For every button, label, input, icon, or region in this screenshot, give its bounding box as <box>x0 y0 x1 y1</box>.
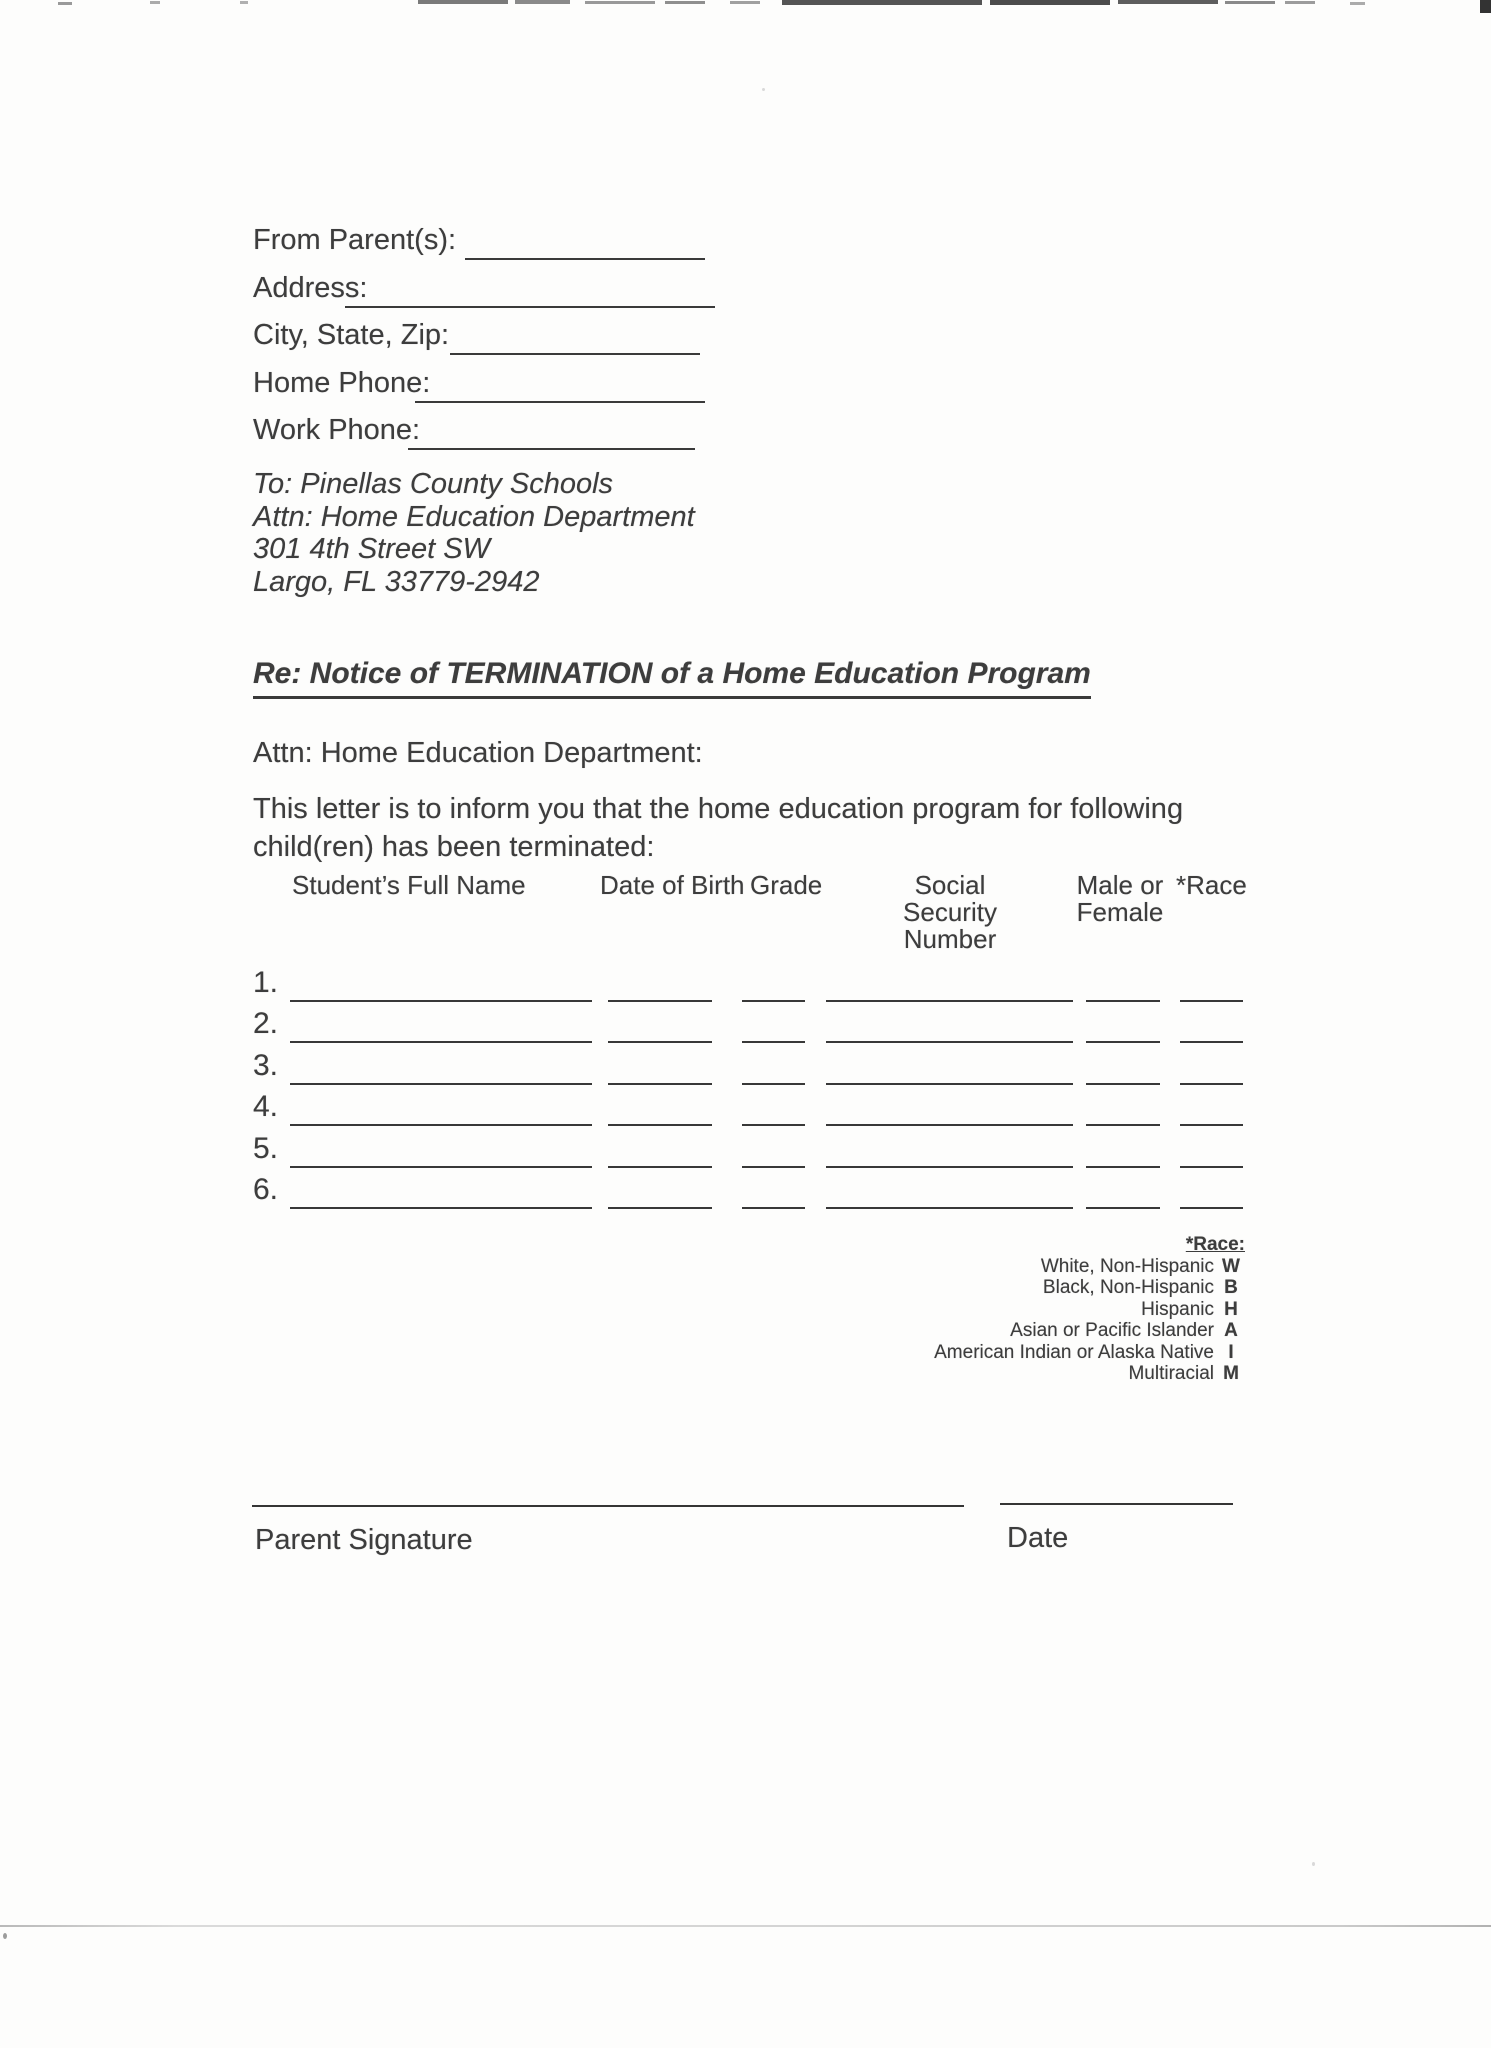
ssn-blank-line <box>826 1166 1073 1168</box>
ssn-blank-line <box>826 1041 1073 1043</box>
field-city-state-zip <box>253 317 853 365</box>
dob-blank-line <box>608 1124 712 1126</box>
sex-blank-line <box>1086 1041 1160 1043</box>
student-row <box>0 966 1491 1006</box>
scan-fold-line <box>0 1925 1491 1927</box>
field-from-parents <box>253 222 853 270</box>
student-row <box>0 1173 1491 1213</box>
ssn-blank-line <box>826 1000 1073 1002</box>
col-header-ssn: Social Security Number <box>903 870 997 954</box>
row-number: 6. <box>253 1173 279 1206</box>
race-code: B <box>1224 1277 1238 1298</box>
recipient-address <box>253 468 695 598</box>
city-state-zip-blank-line <box>450 353 700 355</box>
grade-blank-line <box>742 1124 805 1126</box>
salutation: Attn: Home Education Department: <box>253 737 703 769</box>
recipient-line: Attn: Home Education Department <box>253 500 695 533</box>
recipient-line: To: Pinellas County Schools <box>253 468 614 500</box>
student-row <box>0 1090 1491 1130</box>
race-label: Black, Non-Hispanic <box>1042 1277 1214 1298</box>
row-number: 5. <box>253 1132 279 1165</box>
race-legend-title: *Race: <box>1185 1234 1245 1255</box>
ssn-blank-line <box>826 1124 1073 1126</box>
field-label: Address: <box>253 271 368 304</box>
body-line: child(ren) has been terminated: <box>253 831 655 863</box>
home-phone-blank-line <box>415 401 705 403</box>
dob-blank-line <box>608 1207 712 1209</box>
address-blank-line <box>345 306 715 308</box>
dob-blank-line <box>608 1083 712 1085</box>
field-label: City, State, Zip: <box>253 319 450 351</box>
subject-line: Re: Notice of TERMINATION of a Home Education Program <box>253 657 1091 699</box>
race-legend-item <box>876 1363 1248 1385</box>
dob-blank-line <box>608 1041 712 1043</box>
race-label: American Indian or Alaska Native <box>934 1341 1214 1363</box>
student-row <box>0 1049 1491 1089</box>
race-code: I <box>1228 1341 1234 1363</box>
sex-blank-line <box>1086 1124 1160 1126</box>
scan-speckle <box>762 88 765 91</box>
field-home-phone <box>253 365 853 413</box>
grade-blank-line <box>742 1207 805 1209</box>
row-number: 1. <box>253 966 279 999</box>
field-label: Work Phone: <box>253 414 421 446</box>
field-label: From Parent(s): <box>253 224 457 256</box>
col-header-race: *Race <box>1176 870 1247 900</box>
sex-blank-line <box>1086 1166 1160 1168</box>
grade-blank-line <box>742 1166 805 1168</box>
race-blank-line <box>1180 1041 1243 1043</box>
student-row <box>0 1132 1491 1172</box>
field-address <box>253 270 853 318</box>
scan-speckle <box>1312 1862 1315 1866</box>
dob-blank-line <box>608 1166 712 1168</box>
race-code: W <box>1222 1255 1240 1277</box>
field-work-phone <box>253 412 853 460</box>
work-phone-blank-line <box>408 448 695 450</box>
ssn-blank-line <box>826 1083 1073 1085</box>
race-code: A <box>1224 1320 1238 1341</box>
grade-blank-line <box>742 1083 805 1085</box>
race-blank-line <box>1180 1207 1243 1209</box>
field-label: Home Phone: <box>253 366 431 399</box>
race-blank-line <box>1180 1083 1243 1085</box>
col-header-male-or-female: Male or Female <box>1076 870 1164 927</box>
name-blank-line <box>290 1124 592 1126</box>
race-legend-item <box>876 1342 1248 1364</box>
race-legend-item <box>876 1277 1248 1299</box>
sex-blank-line <box>1086 1083 1160 1085</box>
name-blank-line <box>290 1083 592 1085</box>
from-parents-blank-line <box>465 258 705 260</box>
sex-blank-line <box>1086 1207 1160 1209</box>
race-blank-line <box>1180 1000 1243 1002</box>
sender-fields <box>253 222 853 460</box>
race-blank-line <box>1180 1166 1243 1168</box>
col-header-date-of-birth: Date of Birth <box>600 870 745 900</box>
row-number: 3. <box>253 1049 279 1082</box>
scan-speckle <box>3 1933 7 1939</box>
date-blank-line <box>1000 1503 1233 1505</box>
body-line: This letter is to inform you that the home education program for following <box>253 793 1184 825</box>
dob-blank-line <box>608 1000 712 1002</box>
race-label: White, Non-Hispanic <box>1040 1255 1214 1277</box>
parent-signature-blank-line <box>252 1505 964 1507</box>
col-header-grade: Grade <box>750 870 823 900</box>
name-blank-line <box>290 1000 592 1002</box>
race-legend-item <box>876 1256 1248 1278</box>
name-blank-line <box>290 1041 592 1043</box>
col-header-student-name: Student’s Full Name <box>292 870 526 900</box>
row-number: 4. <box>253 1090 279 1123</box>
race-code: H <box>1224 1298 1238 1320</box>
race-legend-item <box>876 1320 1248 1342</box>
date-label: Date <box>1007 1522 1069 1554</box>
race-code: M <box>1223 1363 1239 1384</box>
grade-blank-line <box>742 1000 805 1002</box>
parent-signature-label: Parent Signature <box>255 1524 473 1556</box>
recipient-line: 301 4th Street SW <box>253 533 490 565</box>
body-paragraph <box>253 790 1213 866</box>
ssn-blank-line <box>826 1207 1073 1209</box>
student-row <box>0 1007 1491 1047</box>
recipient-line: Largo, FL 33779-2942 <box>253 565 540 598</box>
grade-blank-line <box>742 1041 805 1043</box>
race-label: Asian or Pacific Islander <box>1010 1320 1214 1341</box>
race-blank-line <box>1180 1124 1243 1126</box>
sex-blank-line <box>1086 1000 1160 1002</box>
race-legend <box>876 1234 1248 1385</box>
name-blank-line <box>290 1166 592 1168</box>
race-label: Hispanic <box>1141 1298 1214 1320</box>
row-number: 2. <box>253 1007 279 1040</box>
race-legend-item <box>876 1299 1248 1321</box>
name-blank-line <box>290 1207 592 1209</box>
race-label: Multiracial <box>1128 1363 1214 1384</box>
